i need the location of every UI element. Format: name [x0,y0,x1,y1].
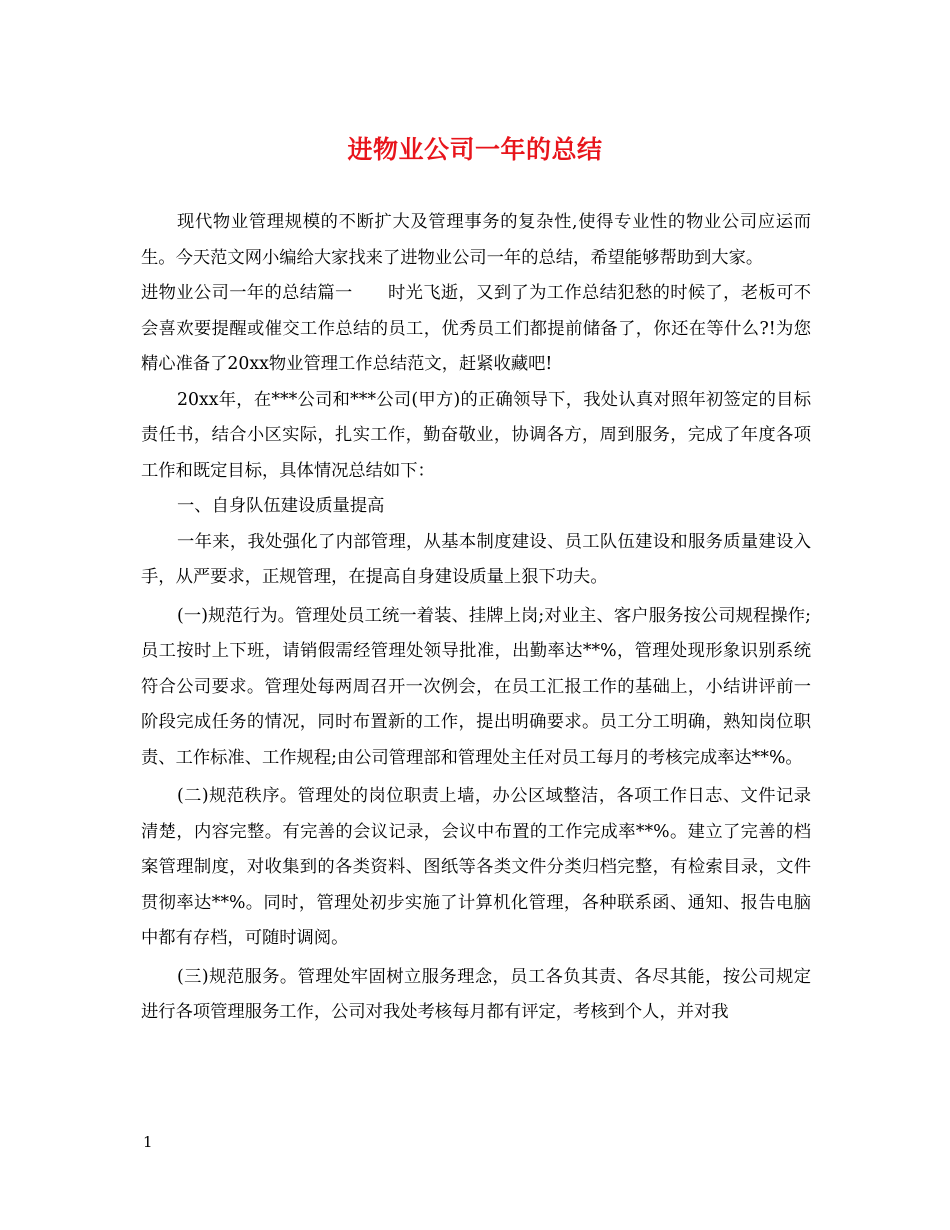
section-heading: 一、自身队伍建设质量提高 [177,496,385,516]
paragraph-standard-behavior: (一)规范行为。管理处员工统一着装、挂牌上岗;对业主、客户服务按公司规程操作;员工按时上下班，请销假需经管理处领导批准，出勤率达**%，管理处现形象识别系统符合公司要求。管理处每两周召开一次例会，在员工汇报工作的基础上，小结讲评前一阶段完成任务的情况，同时布置新的工作，提出明确要求。员工分工明确，熟知岗位职责、工作标准、工作规程;由公司管理部和管理处主任对员工每月的考核完成率达**%。 [141,605,811,768]
document-title: 进物业公司一年的总结 [347,135,603,164]
document-body [141,205,811,1031]
paragraph-intro: 现代物业管理规模的不断扩大及管理事务的复杂性,使得专业性的物业公司应运而生。今天范文网小编给大家找来了进物业公司一年的总结，希望能够帮助到大家。 [141,212,811,268]
paragraph-internal-management: 一年来，我处强化了内部管理，从基本制度建设、员工队伍建设和服务质量建设入手，从严要求，正规管理，在提高自身建设质量上狠下功夫。 [141,531,811,587]
paragraph-overview: 20xx年，在***公司和***公司(甲方)的正确领导下，我处认真对照年初签定的目标责任书，结合小区实际，扎实工作，勤奋敬业，协调各方，周到服务，完成了年度各项工作和既定目标，具体情况总结如下： [141,389,811,481]
paragraph-standard-service: (三)规范服务。管理处牢固树立服务理念，员工各负其责、各尽其能，按公司规定进行各项管理服务工作，公司对我处考核每月都有评定，考核到个人，并对我 [141,966,811,1022]
paragraph-section-one: 进物业公司一年的总结篇一 时光飞逝，又到了为工作总结犯愁的时候了，老板可不会喜欢要提醒或催交工作总结的员工，优秀员工们都提前储备了，你还在等什么?!为您精心准备了20xx物业管理工作总结范文，赶紧收藏吧! [141,283,811,374]
page-number: 1 [143,1133,153,1151]
paragraph-standard-order: (二)规范秩序。管理处的岗位职责上墙，办公区域整洁，各项工作日志、文件记录清楚，内容完整。有完善的会议记录，会议中布置的工作完成率**%。建立了完善的档案管理制度，对收集到的各类资料、图纸等各类文件分类归档完整，有检索目录，文件贯彻率达**%。同时，管理处初步实施了计算机化管理，各种联系函、通知、报告电脑中都有存档，可随时调阅。 [141,786,811,948]
